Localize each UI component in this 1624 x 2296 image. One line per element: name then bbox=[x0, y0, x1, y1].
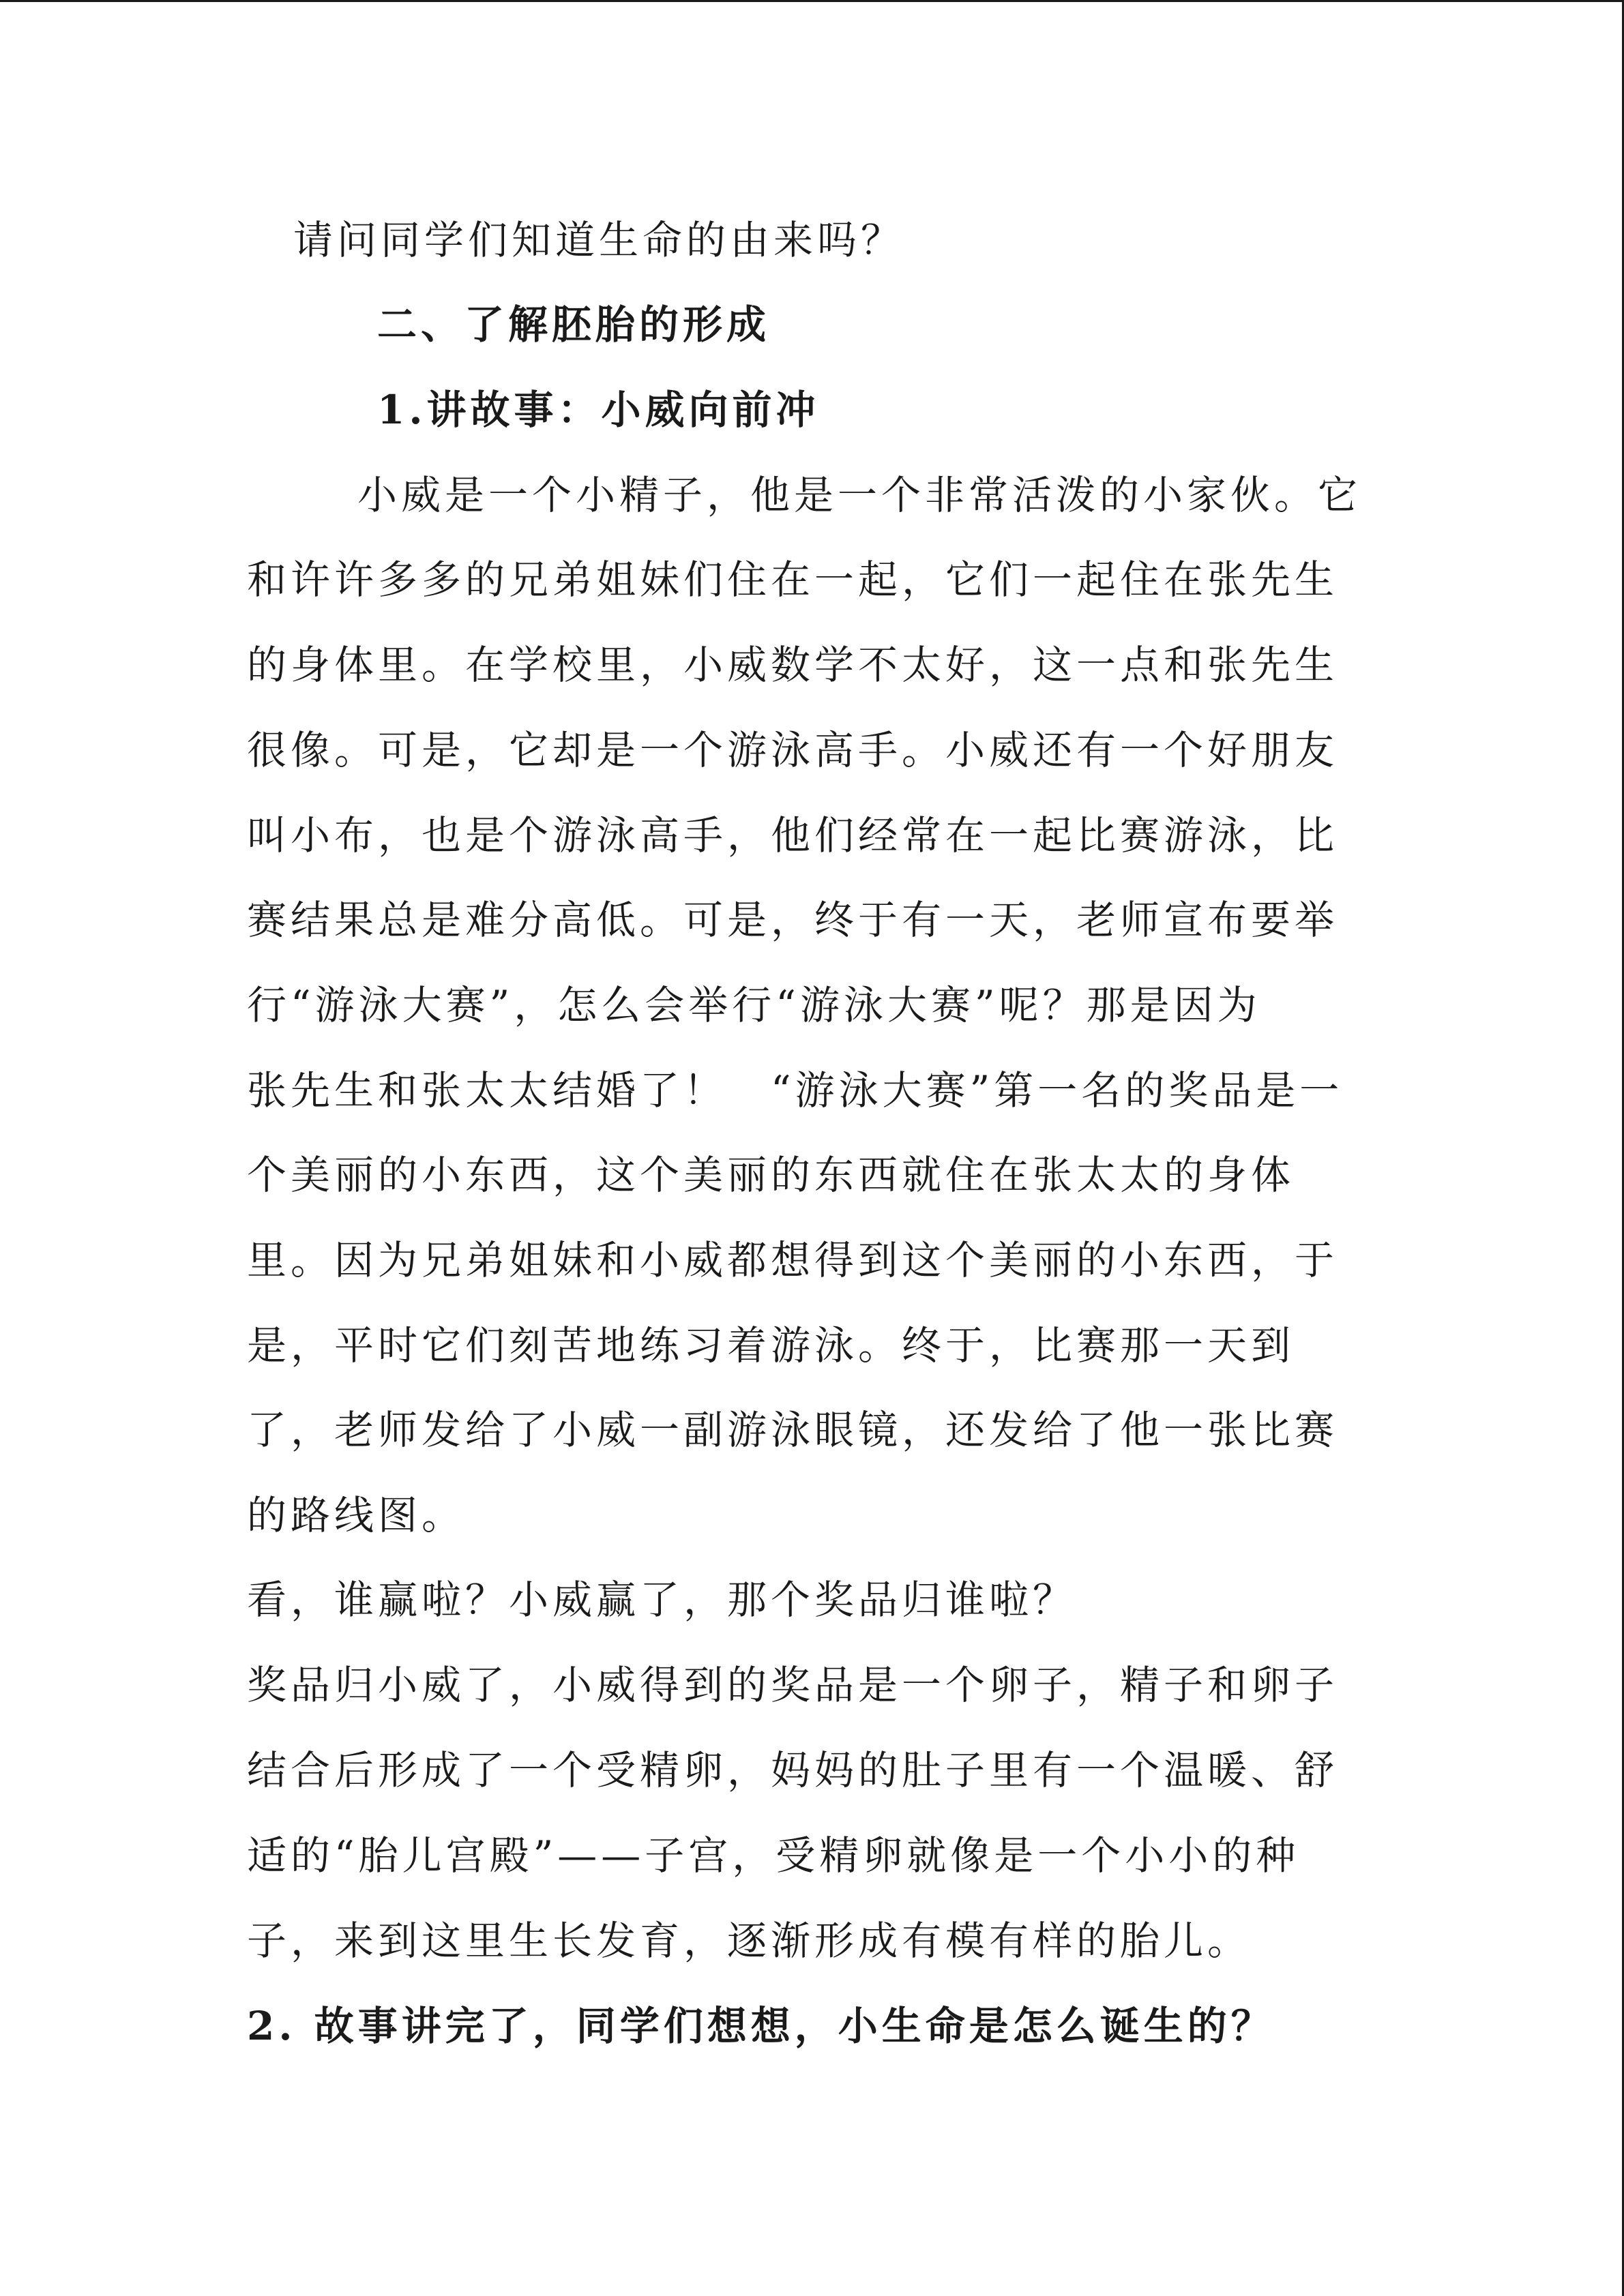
story-paragraph-line: 了，老师发给了小威一副游泳眼镜，还发给了他一张比赛 bbox=[247, 1407, 1339, 1453]
story-paragraph-line: 赛结果总是难分高低。可是，终于有一天，老师宣布要举 bbox=[247, 897, 1339, 943]
story-paragraph-line: 行“游泳大赛”，怎么会举行“游泳大赛”呢？那是因为 bbox=[247, 982, 1261, 1028]
page-border-top bbox=[0, 0, 1624, 2]
story-answer-line: 奖品归小威了，小威得到的奖品是一个卵子，精子和卵子 bbox=[247, 1662, 1339, 1708]
story-paragraph-line: 的路线图。 bbox=[247, 1492, 466, 1538]
story-paragraph-line: 小威是一个小精子，他是一个非常活泼的小家伙。它 bbox=[357, 472, 1362, 518]
story-paragraph-line: 叫小布，也是个游泳高手，他们经常在一起比赛游泳，比 bbox=[247, 812, 1339, 859]
intro-question: 请问同学们知道生命的由来吗？ bbox=[293, 217, 905, 263]
section-heading: 二、了解胚胎的形成 bbox=[377, 301, 771, 348]
story-question-line: 看，谁赢啦？小威赢了，那个奖品归谁啦？ bbox=[247, 1577, 1077, 1623]
story-paragraph-line: 的身体里。在学校里，小威数学不太好，这一点和张先生 bbox=[247, 642, 1339, 688]
story-paragraph-line: 和许许多多的兄弟姐妹们住在一起，它们一起住在张先生 bbox=[247, 556, 1339, 603]
story-paragraph-line: 很像。可是，它却是一个游泳高手。小威还有一个好朋友 bbox=[247, 727, 1339, 773]
story-paragraph-line: 是，平时它们刻苦地练习着游泳。终于，比赛那一天到 bbox=[247, 1322, 1295, 1369]
story-paragraph-line: 个美丽的小东西，这个美丽的东西就住在张太太的身体 bbox=[247, 1152, 1295, 1198]
story-paragraph-line: 里。因为兄弟姐妹和小威都想得到这个美丽的小东西，于 bbox=[247, 1237, 1339, 1283]
story-answer-line: 子，来到这里生长发育，逐渐形成有模有样的胎儿。 bbox=[247, 1918, 1252, 1964]
story-answer-line: 适的“胎儿宫殿”——子宫，受精卵就像是一个小小的种 bbox=[247, 1832, 1300, 1879]
story-title: 1.讲故事：小威向前冲 bbox=[377, 387, 820, 433]
story-answer-line: 结合后形成了一个受精卵，妈妈的肚子里有一个温暖、舒 bbox=[247, 1747, 1339, 1793]
story-paragraph-line: 张先生和张太太结婚了！ “游泳大赛”第一名的奖品是一 bbox=[247, 1067, 1344, 1114]
discussion-question: 2. 故事讲完了，同学们想想，小生命是怎么诞生的？ bbox=[247, 2003, 1275, 2049]
